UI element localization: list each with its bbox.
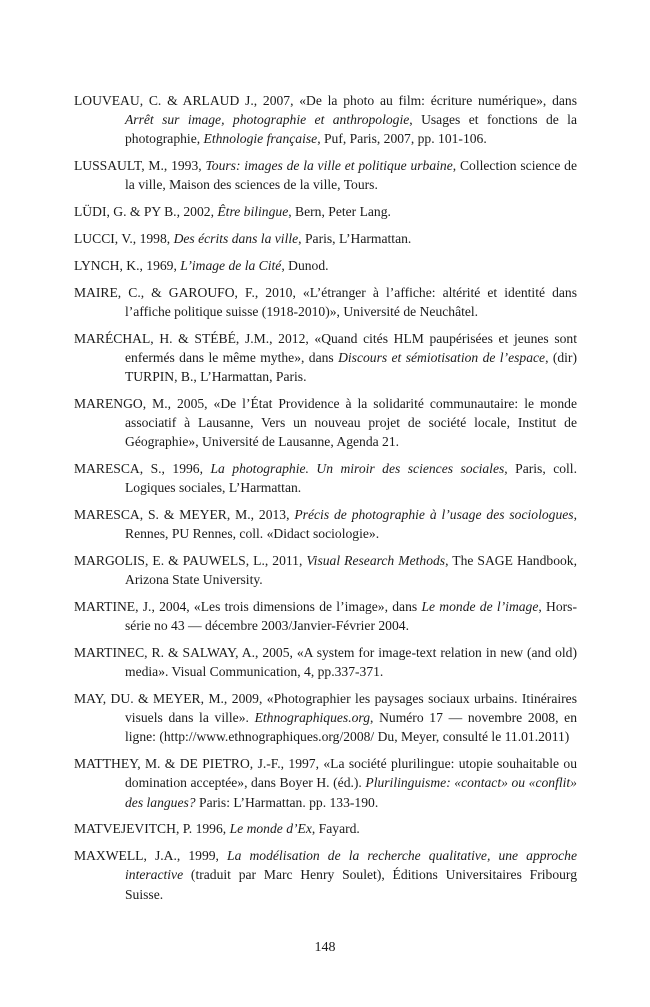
bibliography-entry xyxy=(74,643,577,681)
entry-text: MAY, DU. & MEYER, M., 2009, «Photographier les paysages sociaux urbains. Itinéraires visuels dans la ville». xyxy=(74,691,577,726)
entry-text: MARTINE, J., 2004, «Les trois dimensions de l’image», dans xyxy=(74,599,422,614)
bibliography-entry xyxy=(74,202,577,221)
entry-text: MARTINEC, R. & SALWAY, A., 2005, «A system for image-text relation in new (and old) media». Visual Communication, 4, pp.337-371. xyxy=(74,645,577,680)
bibliography-entry xyxy=(74,597,577,635)
entry-title-italic: Tours: images de la ville et politique urbaine xyxy=(205,158,453,174)
page-number: 148 xyxy=(314,940,336,955)
entry-text: MATVEJEVITCH, P. 1996, xyxy=(74,821,230,837)
bibliography-entry xyxy=(74,394,577,452)
entry-title-italic: Ethnographiques.org xyxy=(254,710,370,726)
entry-text: , Puf, Paris, 2007, pp. 101-106. xyxy=(317,131,487,147)
entry-text: , Numéro 17 — novembre 2008, en ligne: (http://www.ethnographiques.org/2008/ Du, Meyer, consulté le 11.01.2011) xyxy=(125,710,577,745)
entry-text: , Dunod. xyxy=(281,257,329,273)
bibliography-entry xyxy=(74,229,577,248)
entry-text: MAXWELL, J.A., 1999, xyxy=(74,848,228,864)
entry-text: , Fayard. xyxy=(311,821,360,837)
entry-title-italic: Être bilingue xyxy=(217,204,289,220)
bibliography-entry xyxy=(74,329,577,387)
entry-title-italic: Le monde de l’image xyxy=(421,599,539,614)
entry-text: LÜDI, G. & PY B., 2002, xyxy=(74,204,218,220)
bibliography-entry xyxy=(74,283,577,321)
entry-text: Paris: L’Harmattan. pp. 133-190. xyxy=(195,794,379,810)
entry-title-italic: Précis de photographie à l’usage des sociologues xyxy=(294,507,574,522)
entry-title-italic: Visual Research Methods xyxy=(306,553,446,568)
bibliography-entry xyxy=(74,551,577,589)
entry-text: MARESCA, S., 1996, xyxy=(74,461,211,476)
entry-text: , Hors-série no 43 — décembre 2003/Janvier-Février 2004. xyxy=(125,599,577,634)
bibliography-entry xyxy=(74,156,577,194)
entry-title-italic: Arrêt sur image, photographie et anthropologie xyxy=(125,112,410,128)
entry-text: , Collection science de la ville, Maison des sciences de la ville, Tours. xyxy=(125,158,577,193)
entry-text: MARÉCHAL, H. & STÉBÉ, J.M., 2012, «Quand cités HLM paupérisées et jeunes sont enfermés dans le même mythe», dans xyxy=(74,330,577,365)
entry-text: , (dir) TURPIN, B., L’Harmattan, Paris. xyxy=(125,349,577,384)
entry-text: LUSSAULT, M., 1993, xyxy=(74,158,206,174)
entry-text: MAIRE, C., & GAROUFO, F., 2010, «L’étranger à l’affiche: altérité et identité dans l’affiche politique suisse (1918-2010)», Université de Neuchâtel. xyxy=(74,284,577,319)
entry-text: , Usages et fonctions de la photographie, xyxy=(125,112,577,147)
entry-title-italic: Le monde d’Ex xyxy=(229,821,312,837)
bibliography-entry xyxy=(74,459,577,497)
entry-text: MARGOLIS, E. & PAUWELS, L., 2011, xyxy=(74,553,307,568)
entry-title-italic: Des écrits dans la ville xyxy=(173,231,299,246)
bibliography-entry xyxy=(74,91,577,149)
entry-title-italic: Plurilinguisme: «contact» ou «conflit» des langues? xyxy=(125,775,577,810)
entry-text: (traduit par Marc Henry Soulet), Éditions Universitaires Fribourg Suisse. xyxy=(125,867,577,902)
entry-text: LOUVEAU, C. & ARLAUD J., 2007, «De la photo au film: écriture numérique», dans xyxy=(74,93,577,108)
bibliography-entry xyxy=(74,505,577,543)
bibliography-entry xyxy=(74,819,577,838)
bibliography-entry xyxy=(74,754,577,812)
entry-text: , Paris, L’Harmattan. xyxy=(298,231,412,246)
entry-text: , The SAGE Handbook, Arizona State University. xyxy=(125,553,577,588)
bibliography-list xyxy=(74,91,577,911)
entry-text: , Paris, coll. Logiques sociales, L’Harmattan. xyxy=(125,461,577,496)
entry-text: MATTHEY, M. & DE PIETRO, J.-F., 1997, «La société plurilingue: utopie souhaitable ou domination acceptée», dans Boyer H. (éd.). xyxy=(74,756,577,791)
entry-title-italic: La modélisation de la recherche qualitative, une approche interactive xyxy=(125,848,577,883)
entry-text: LYNCH, K., 1969, xyxy=(74,257,181,273)
entry-text: , Rennes, PU Rennes, coll. «Didact sociologie». xyxy=(125,507,577,542)
bibliography-entry xyxy=(74,846,577,904)
entry-text: MARESCA, S. & MEYER, M., 2013, xyxy=(74,507,295,522)
entry-title-italic: Discours et sémiotisation de l’espace xyxy=(338,349,546,365)
bibliography-entry xyxy=(74,256,577,275)
entry-title-italic: Ethnologie française xyxy=(203,131,318,147)
entry-text: MARENGO, M., 2005, «De l’État Providence à la solidarité communautaire: le monde associatif à Lausanne, Vers un nouveau projet de société locale, Institut de Géographie», Université de Lausanne, Agenda 21. xyxy=(74,395,577,450)
bibliography-entry xyxy=(74,689,577,747)
entry-text: LUCCI, V., 1998, xyxy=(74,231,174,246)
entry-title-italic: L’image de la Cité xyxy=(180,257,282,273)
entry-title-italic: La photographie. Un miroir des sciences sociales xyxy=(210,461,505,476)
entry-text: , Bern, Peter Lang. xyxy=(288,204,391,220)
